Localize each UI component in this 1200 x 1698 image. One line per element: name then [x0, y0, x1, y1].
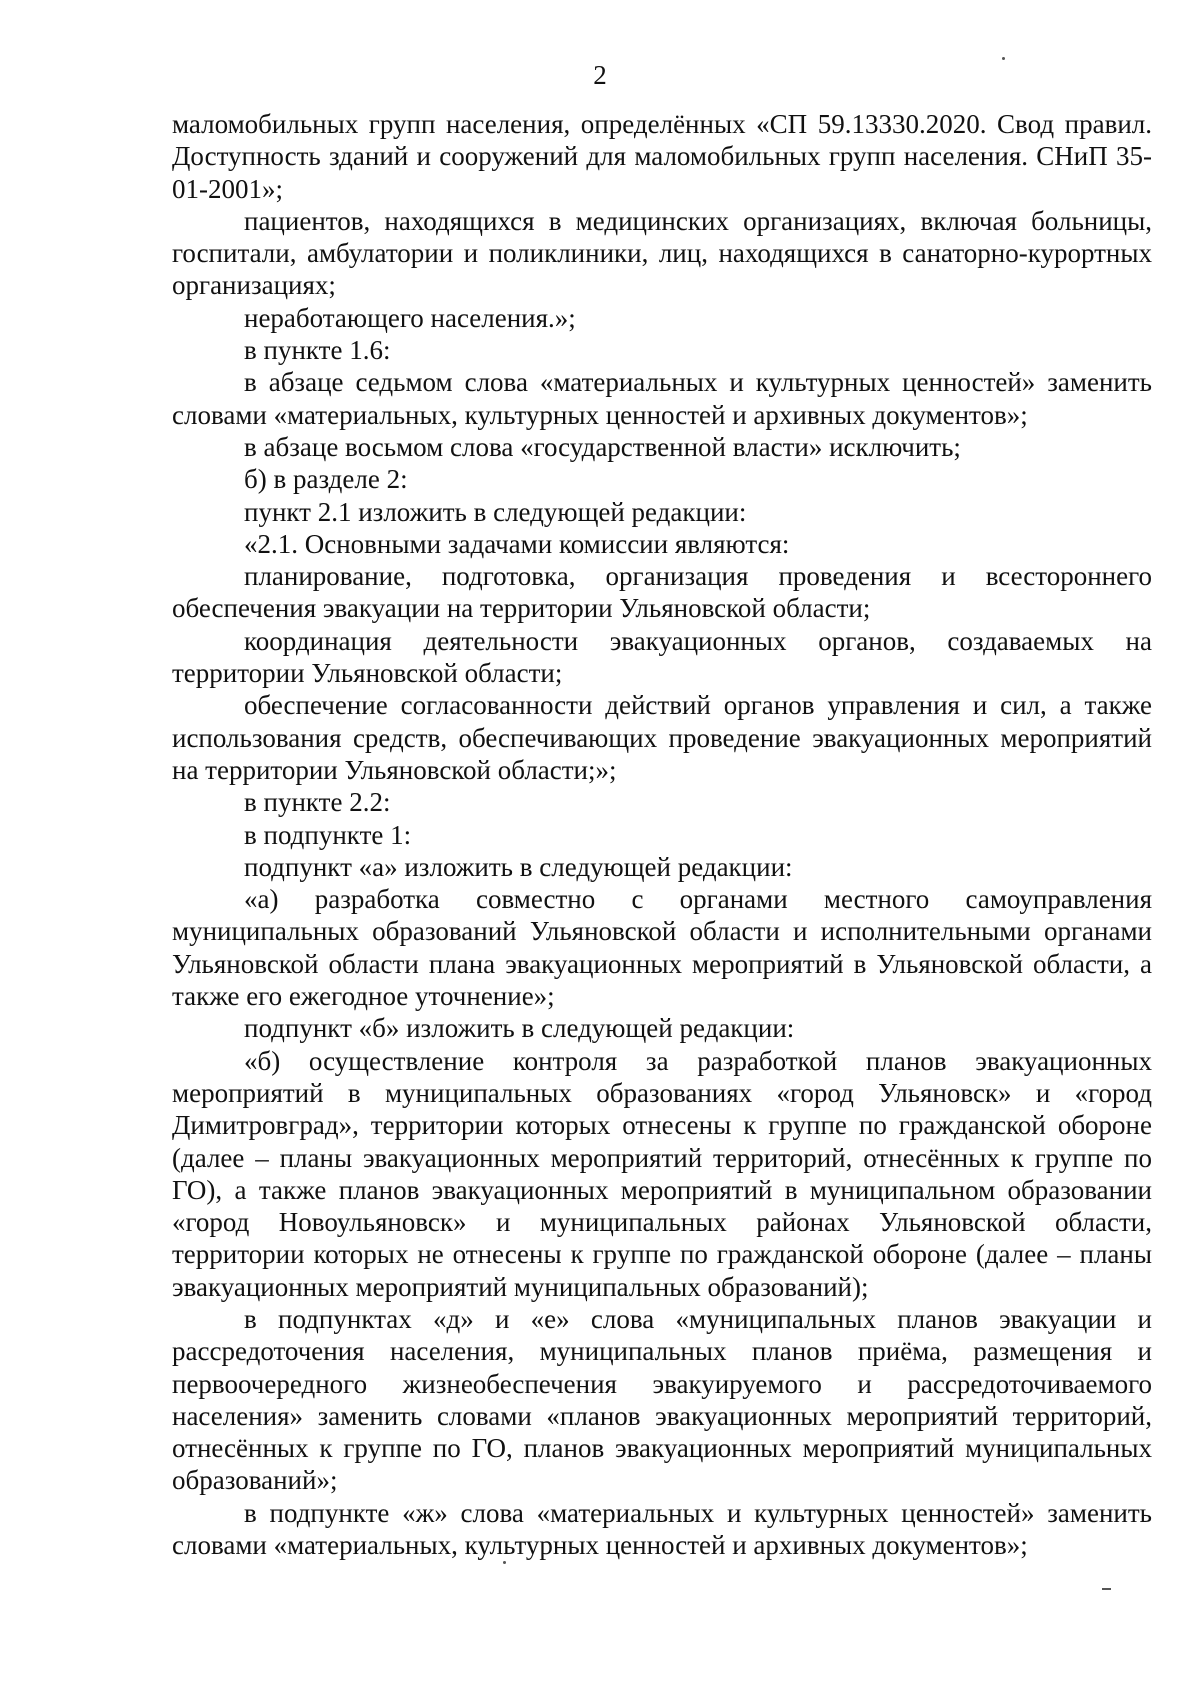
paragraph: маломобильных групп населения, определённых «СП 59.13330.2020. Свод правил. Доступность зданий и сооружений для маломобильных групп населения. СНиП 35-01-2001»; [172, 109, 1152, 204]
document-body [172, 108, 1152, 1561]
paragraph: пациентов, находящихся в медицинских организациях, включая больницы, госпитали, амбулатории и поликлиники, лиц, находящихся в санаторно-курортных организациях; [172, 205, 1152, 301]
paragraph: в пункте 2.2: [244, 787, 391, 818]
paragraph: в абзаце седьмом слова «материальных и культурных ценностей» заменить словами «материальных, культурных ценностей и архивных документов»; [172, 367, 1152, 430]
paragraph: координация деятельности эвакуационных органов, создаваемых на территории Ульяновской области; [172, 625, 1152, 689]
paragraph: «б) осуществление контроля за разработкой планов эвакуационных мероприятий в муниципальных образованиях «город Ульяновск» и «город Димитровград», территории которых отнесены к группе по гражданской обороне (далее – планы эвакуационных мероприятий территорий, отнесённых к группе по ГО), а также планов эвакуационных мероприятий в муниципальном образовании «город Новоульяновск» и муниципальных районах Ульяновской области, территории которых не отнесены к группе по гражданской обороне (далее – планы эвакуационных мероприятий муниципальных образований); [172, 1045, 1152, 1302]
paragraph: в абзаце восьмом слова «государственной власти» исключить; [244, 431, 961, 462]
paragraph: в подпунктах «д» и «е» слова «муниципальных планов эвакуации и рассредоточения населения, муниципальных планов приёма, размещения и первоочередного жизнеобеспечения эвакуируемого и рассредоточиваемого населения» заменить словами «планов эвакуационных мероприятий территорий, отнесённых к группе по ГО, планов эвакуационных мероприятий муниципальных образований»; [172, 1303, 1152, 1496]
paragraph: пункт 2.1 изложить в следующей редакции: [244, 496, 747, 527]
paragraph: в подпункте 1: [244, 819, 412, 850]
paragraph: «а) разработка совместно с органами местного самоуправления муниципальных образований Ульяновской области и исполнительными органами Ульяновской области плана эвакуационных мероприятий в Ульяновской области, а также его ежегодное уточнение»; [172, 884, 1152, 1012]
paragraph: подпункт «б» изложить в следующей редакции: [244, 1013, 795, 1044]
paragraph: обеспечение согласованности действий органов управления и сил, а также использования средств, обеспечивающих проведение эвакуационных мероприятий на территории Ульяновской области;»; [172, 690, 1152, 785]
page-number: 2 [593, 60, 607, 90]
paragraph: «2.1. Основными задачами комиссии являются: [244, 528, 790, 559]
paragraph: подпункт «а» изложить в следующей редакции: [244, 851, 793, 882]
paragraph: неработающего населения.»; [244, 302, 576, 333]
paragraph: б) в разделе 2: [244, 464, 408, 495]
paragraph: в подпункте «ж» слова «материальных и культурных ценностей» заменить словами «материальных, культурных ценностей и архивных документов»; [172, 1497, 1152, 1561]
paragraph: планирование, подготовка, организация проведения и всестороннего обеспечения эвакуации на территории Ульяновской области; [172, 561, 1152, 624]
paragraph: в пункте 1.6: [244, 335, 391, 366]
scan-speck [503, 1561, 506, 1564]
scan-speck [1002, 57, 1005, 60]
scan-mark [1102, 1588, 1111, 1590]
